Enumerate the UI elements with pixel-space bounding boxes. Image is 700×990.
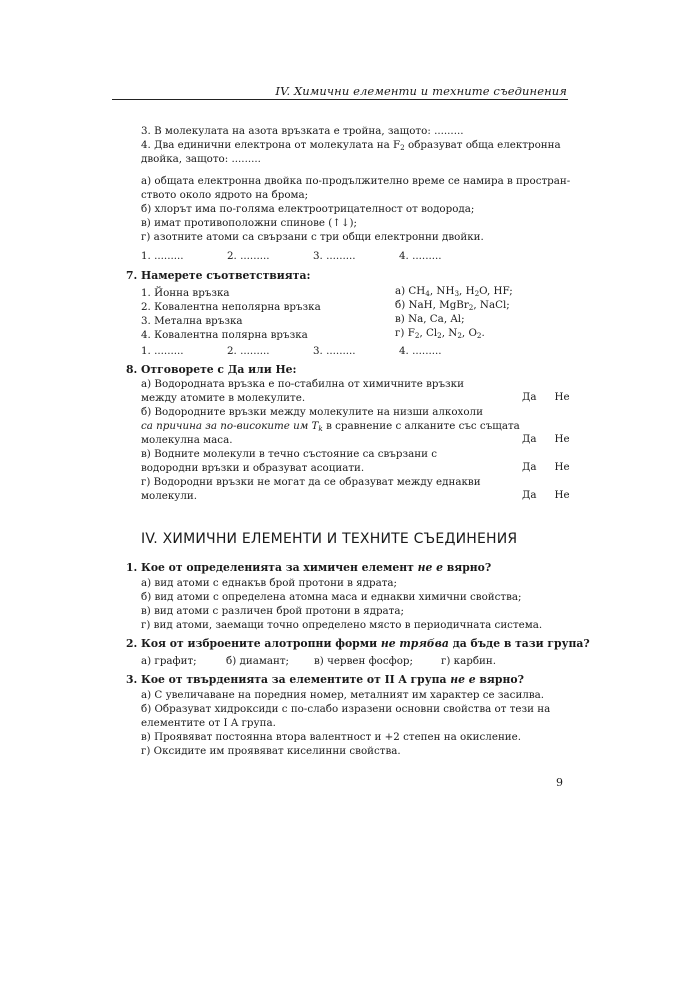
blank-3[interactable]: 3. .........: [313, 250, 356, 262]
s3-option-d: г) Оксидите им проявяват киселинни свойства.: [141, 745, 401, 757]
s3-title: 3. Кое от твърденията за елементите от II A група не е вярно?: [126, 673, 524, 686]
q7-left-2: 2. Ковалентна неполярна връзка: [141, 301, 321, 313]
q8-b-line-3: молекулна маса.: [141, 434, 233, 446]
q8-d-answer: [522, 489, 570, 501]
q8-c-line-1: в) Водните молекули в течно състояние са свързани с: [141, 448, 437, 460]
q8-b-line-1: б) Водородните връзки между молекулите на низши алкохоли: [141, 406, 483, 418]
statement-4-line-2: двойка, защото: .........: [141, 153, 261, 165]
q8-c-line-2: водородни връзки и образуват асоциати.: [141, 462, 365, 474]
running-header: IV. Химични елементи и техните съединения: [275, 84, 567, 98]
q8-d-line-1: г) Водородни връзки не могат да се образуват между еднакви: [141, 476, 481, 488]
q8-d-line-2: молекули.: [141, 490, 198, 502]
s1-title: 1. Кое от определенията за химичен елемент не е вярно?: [126, 561, 492, 574]
no-option[interactable]: Не: [554, 433, 570, 445]
q7-blank-1[interactable]: 1. .........: [141, 345, 184, 357]
page-number: 9: [556, 776, 563, 789]
q8-title: 8. Отговорете с Да или Не:: [126, 363, 297, 376]
yes-option[interactable]: Да: [522, 391, 537, 403]
q7-right-d: г) $F_2$, $Cl_2$, $N_2$, $O_2$.: [395, 327, 485, 340]
s1-option-a: а) вид атоми с еднакъв брой протони в ядрата;: [141, 577, 398, 589]
yes-option[interactable]: Да: [522, 461, 537, 473]
blank-4[interactable]: 4. .........: [399, 250, 442, 262]
q8-a-line-2: между атомите в молекулите.: [141, 392, 306, 404]
statement-4-line-1: 4. Два единични електрона от молекулата на $F_2$ образуват обща електронна: [141, 139, 561, 152]
q7-title: 7. Намерете съответствията:: [126, 269, 311, 282]
reason-a-line-1: а) общата електронна двойка по-продължително време се намира в простран-: [141, 175, 571, 187]
q8-a-answer: [522, 391, 570, 403]
q8-b-line-2: са причина за по-високите им $T_k$ в сравнение с алканите със същата: [141, 420, 520, 433]
s3-option-b-line-2: елементите от I A група.: [141, 717, 276, 729]
statement-3: 3. В молекулата на азота връзката е тройна, защото: .........: [141, 125, 464, 137]
s2-option-a: а) графит;: [141, 655, 197, 667]
s2-option-c: в) червен фосфор;: [314, 655, 413, 667]
section-title: IV. ХИМИЧНИ ЕЛЕМЕНТИ И ТЕХНИТЕ СЪЕДИНЕНИЯ: [141, 531, 518, 547]
q7-blank-2[interactable]: 2. .........: [227, 345, 270, 357]
q7-right-a: а) $CH_4$, $NH_3$, $H_2O$, HF;: [395, 285, 513, 298]
q7-left-1: 1. Йонна връзка: [141, 287, 230, 299]
q7-right-b: б) NaH, MgBr$_2$, NaCl;: [395, 299, 510, 312]
s3-option-c: в) Проявяват постоянна втора валентност и +2 степен на окисление.: [141, 731, 522, 743]
q8-a-line-1: а) Водородната връзка е по-стабилна от химичните връзки: [141, 378, 464, 390]
no-option[interactable]: Не: [554, 489, 570, 501]
reason-a-line-2: ството около ядрото на брома;: [141, 189, 309, 201]
s2-option-d: г) карбин.: [441, 655, 497, 667]
yes-option[interactable]: Да: [522, 433, 537, 445]
q8-b-answer: [522, 433, 570, 445]
q7-blank-3[interactable]: 3. .........: [313, 345, 356, 357]
s1-option-c: в) вид атоми с различен брой протони в ядрата;: [141, 605, 404, 617]
q7-right-c: в) Na, Ca, Al;: [395, 313, 465, 325]
reason-d: г) азотните атоми са свързани с три общи електронни двойки.: [141, 231, 484, 243]
yes-option[interactable]: Да: [522, 489, 537, 501]
s1-option-b: б) вид атоми с определена атомна маса и еднакви химични свойства;: [141, 591, 522, 603]
reason-b: б) хлорът има по-голяма електроотрицателност от водорода;: [141, 203, 475, 215]
header-rule: [112, 99, 568, 100]
q7-left-3: 3. Метална връзка: [141, 315, 243, 327]
s1-option-d: г) вид атоми, заемащи точно определено място в периодичната система.: [141, 619, 543, 631]
q8-c-answer: [522, 461, 570, 473]
s3-option-a: а) С увеличаване на поредния номер, металният им характер се засилва.: [141, 689, 545, 701]
no-option[interactable]: Не: [554, 461, 570, 473]
q7-left-4: 4. Ковалентна полярна връзка: [141, 329, 308, 341]
s2-option-b: б) диамант;: [226, 655, 290, 667]
no-option[interactable]: Не: [554, 391, 570, 403]
reason-c: в) имат противоположни спинове (↑↓);: [141, 217, 358, 229]
s3-option-b-line-1: б) Образуват хидроксиди с по-слабо изразени основни свойства от тези на: [141, 703, 551, 715]
blank-2[interactable]: 2. .........: [227, 250, 270, 262]
s2-title: 2. Коя от изброените алотропни форми не трябва да бъде в тази група?: [126, 637, 590, 650]
blank-1[interactable]: 1. .........: [141, 250, 184, 262]
q7-blank-4[interactable]: 4. .........: [399, 345, 442, 357]
